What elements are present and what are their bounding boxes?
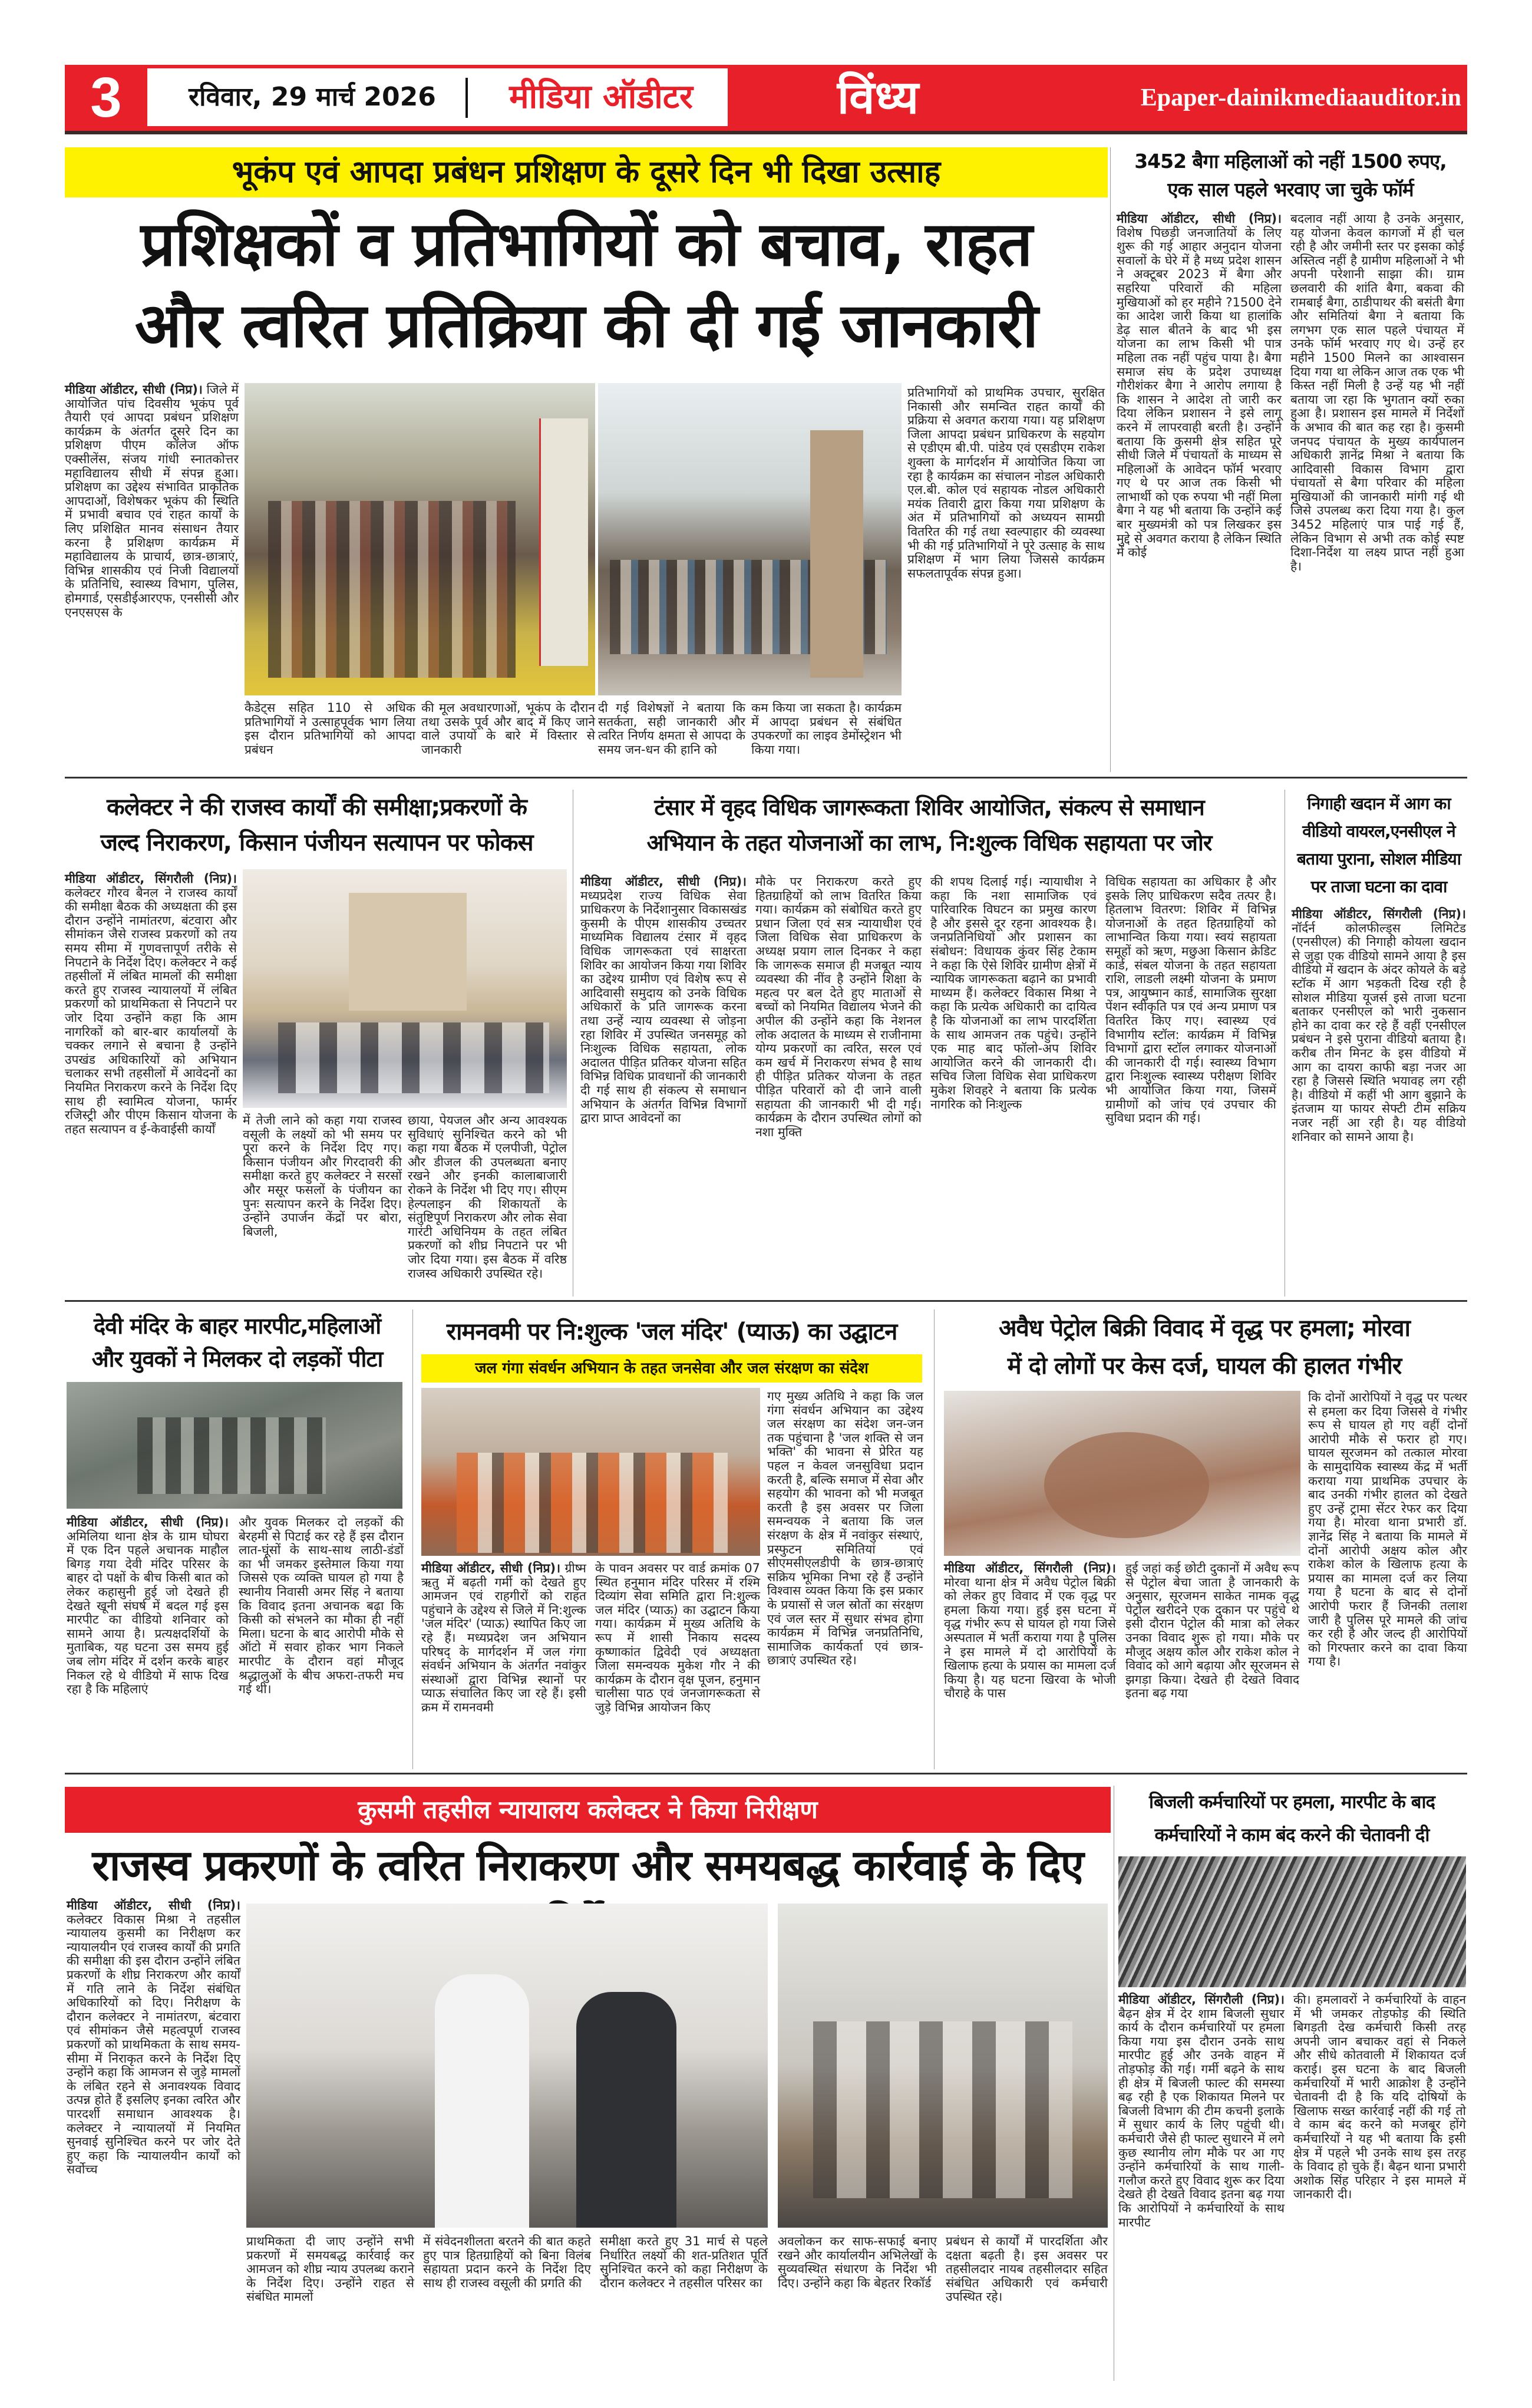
section-divider [65,1300,1467,1302]
photo-collector-inspection [246,1904,768,2228]
photo-training-classroom [598,383,902,695]
issue-date: रविवार, 29 मार्च 2026 [189,82,436,112]
article-column: मीडिया ऑडीटर, सिंगरौली (निप्र)। बैढ़न क्षेत्र में देर शाम बिजली सुधार कार्य के दौरान कर्मचारियों पर हमला किया गया इस दौरान उनके साथ मारपीट हुई और उनके वाहन में तोड़फोड़ की गई। गर्मी बढ़ने के साथ ही क्षेत्र में बिजली फाल्ट की समस्या बढ़ रही है एक शिकायत मिलने पर बिजली विभाग की टीम कचनी इलाके में सुधार कार्य के लिए पहुंची थी। कर्मचारी जैसे ही फाल्ट सुधारने में लगे कुछ स्थानीय लोग मौके पर आ गए उन्होंने कर्मचारियों के साथ गाली-गलौज करते हुए विवाद शुरू कर दिया देखते ही देखते विवाद इतना बढ़ गया कि आरोपियों ने कर्मचारियों के साथ मारपीट [1118,1993,1285,2229]
article-column: दी गई विशेषज्ञों ने बताया कि सतर्कता, सही जानकारी और त्वरित निर्णय क्षमता से आपदा के समय जन-धन की हानि को [598,701,745,757]
article-column: में संवेदनशीलता बरतने की बात कहते हुए पात्र हितग्राहियों को बिना विलंब सहायता प्रदान करने के निर्देश दिए साथ ही राजस्व वसूली की प्रगति की [423,2234,591,2290]
headline-line: कलेक्टर ने की राजस्व कार्यों की समीक्षा;प्रकरणों के [106,794,527,821]
kusmi-kicker-banner [65,1787,1111,1833]
article-column: की शपथ दिलाई गई। न्यायाधीश ने कहा कि नशा सामाजिक एवं पारिवारिक विघटन का प्रमुख कारण है और इससे दूर रहना आवश्यक है। जनप्रतिनिधियों और प्रशासन का संबोधन: विधायक कुंवर सिंह टेकाम ने कहा कि ऐसे शिविर ग्रामीण क्षेत्रों में न्यायिक जागरूकता बढ़ाने का प्रभावी माध्यम हैं। कलेक्टर विकास मिश्रा ने कहा कि प्रत्येक अधिकारी का दायित्व है कि योजनाओं का लाभ पारदर्शिता के साथ आमजन तक पहुंचे। उन्होंने एक माह बाद फॉलो-अप शिविर आयोजित करने की जानकारी दी। सचिव जिला विधिक सेवा प्राधिकरण मुकेश शिवहरे ने बताया कि प्रत्येक नागरिक को निःशुल्क [930,875,1097,1111]
article-column: की। हमलावरों ने कर्मचारियों के वाहन में भी जमकर तोड़फोड़ की स्थिति बिगड़ती देख कर्मचारी किसी तरह अपनी जान बचाकर वहां से निकले और सीधे कोतवाली में शिकायत दर्ज कराई। इस घटना के बाद बिजली कर्मचारियों में भारी आक्रोश है उन्होंने चेतावनी दी है कि यदि दोषियों के खिलाफ सख्त कार्रवाई नहीं की गई तो वे काम बंद करने को मजबूर होंगे कर्मचारियों ने यह भी बताया कि इसी क्षेत्र में पहले भी उनके साथ इस तरह के विवाद हो चुके हैं। बैढ़न थाना प्रभारी अशोक सिंह परिहार ने इस मामले में जानकारी दी। [1293,1993,1466,2202]
photo-tehsil-office [778,1904,1108,2228]
article-column: कि दोनों आरोपियों ने वृद्ध पर पत्थर से हमला कर दिया जिससे वे गंभीर रूप से घायल हो गए वहीं दोनों आरोपी मौके से फरार हो गए। घायल सूरजमन को तत्काल मोरवा के सामुदायिक स्वास्थ्य केंद्र में भर्ती कराया गया प्राथमिक उपचार के बाद उनकी गंभीर हालत को देखते हुए उन्हें ट्रामा सेंटर रेफर कर दिया गया है। मोरवा थाना प्रभारी डॉ. ज्ञानेंद्र सिंह ने बताया कि मामले में दोनों आरोपी अक्षय कोल और राकेश कोल के खिलाफ हत्या के प्रयास का मामला दर्ज कर लिया गया है घटना के बाद से दोनों आरोपी फरार हैं जिनकी तलाश जारी है पुलिस पूरे मामले की जांच कर रही है और जल्द ही आरोपियों को गिरफ्तार करने का दावा किया गया है। [1308,1390,1467,1669]
article-column: प्रबंधन से कार्यों में पारदर्शिता और दक्षता बढ़ती है। इस अवसर पर तहसीलदार नायब तहसीलदार सहित संबंधित अधिकारी एवं कर्मचारी उपस्थित रहे। [946,2234,1108,2304]
petrol-attack-headline [942,1309,1467,1386]
article-column: प्राथमिकता दी जाए उन्होंने सभी प्रकरणों में समयबद्ध कार्रवाई कर आमजन को शीघ्र न्याय उपलब्ध कराने के निर्देश दिए। उन्होंने राहत से संबंधित मामलों [246,2234,414,2304]
collector-review-headline [65,790,569,863]
edition-name: विंध्य [837,71,919,124]
kusmi-kicker: कुसमी तहसील न्यायालय कलेक्टर ने किया निरीक्षण [358,1795,818,1824]
column-divider [934,1309,935,1769]
photo-temple-fight [67,1382,402,1509]
article-column: बदलाव नहीं आया है उनके अनुसार, यह योजना केवल कागजों में ही चल रही है और जमीनी स्तर पर इसका कोई अस्तित्व नहीं है ग्रामीण महिलाओं ने भी अपनी परेशानी साझा की। ग्राम छलवारी की शांति बैगा, बकवा की रामबाई बैगा, ठाडीपाथर की बसंती बैगा और समितियां बैगा ने बताया कि लगभग एक साल पहले पंचायत में उनके फॉर्म भरवाए गए थे। उन्हें हर महीने 1500 मिलने का आश्वासन दिया गया था लेकिन आज तक एक भी किस्त नहीं मिली है उन्हें यह भी नहीं बताया जा रहा कि भुगतान क्यों रुका हुआ है। प्रशासन इस मामले में निर्देशों के अभाव की बात कह रहा है। कुसमी जनपद पंचायत के मुख्य कार्यपालन अधिकारी ज्ञानेंद्र मिश्रा ने बताया कि आदिवासी विकास विभाग द्वारा पंचायतों से बैगा परिवार की महिला मुखियाओं की जानकारी मांगी गई थी जिसे उपलब्ध करा दिया गया है। कुल 3452 महिलाएं पात्र पाई गई हैं, लेकिन विभाग से अभी तक कोई स्पष्ट दिशा-निर्देश या लक्ष्य प्राप्त नहीं हुआ है। [1290,212,1464,573]
article-column: प्रतिभागियों को प्राथमिक उपचार, सुरक्षित निकासी और समन्वित राहत कार्यों की प्रक्रिया से अवगत कराया गया। यह प्रशिक्षण जिला आपदा प्रबंधन प्राधिकरण के सहयोग से एडीएम बी.पी. पांडेय एवं एसडीएम राकेश शुक्ला के मार्गदर्शन में आयोजित किया जा रहा है कार्यक्रम का संचालन नोडल अधिकारी एल.बी. कोल एवं सहायक नोडल अधिकारी मयंक तिवारी द्वारा किया गया प्रशिक्षण के अंत में प्रतिभागियों को अध्ययन सामग्री वितरित की गई तथा स्वल्पाहार की व्यवस्था भी की गई प्रतिभागियों ने पूरे उत्साह के साथ प्रशिक्षण में भाग लिया जिससे कार्यक्रम सफलतापूर्वक संपन्न हुआ। [907,385,1105,580]
article-column: मौके पर निराकरण करते हुए हितग्राहियों को लाभ वितरित किया गया। कार्यक्रम को संबोधित करते हुए प्रधान जिला एवं सत्र न्यायाधीश एवं जिला विधिक सेवा प्राधिकरण के अध्यक्ष प्रयाग लाल दिनकर ने कहा कि जागरूक समाज ही मजबूत न्याय व्यवस्था की नींव है उन्होंने शिक्षा के महत्व पर बल देते हुए माताओं से बच्चों को नियमित विद्यालय भेजने की अपील की उन्होंने कहा कि नेशनल लोक अदालत के माध्यम से राजीनामा योग्य प्रकरणों का त्वरित, सरल एवं कम खर्च में निराकरण संभव है साथ ही पीड़ित प्रतिकर योजना के तहत पीड़ित परिवारों को दी जाने वाली सहायता की जानकारी भी दी गई। कार्यक्रम के दौरान उपस्थित लोगों को नशा मुक्ति [755,875,922,1139]
section-divider [65,1773,1467,1774]
headline-line: 3452 बैगा महिलाओं को नहीं 1500 रुपए, [1134,150,1447,173]
headline-line: अभियान के तहत योजनाओं का लाभ, नि:शुल्क विधिक सहायता पर जोर [646,830,1212,856]
dateline: मीडिया ऑडीटर, सीधी (निप्र)। [580,875,747,889]
headline-line: में दो लोगों पर केस दर्ज, घायल की हालत गंभीर [1007,1353,1402,1380]
paper-name: मीडिया ऑडीटर [509,78,693,116]
photo-injured-man [944,1391,1300,1556]
article-column: और युवक मिलकर दो लड़कों की बेरहमी से पिटाई कर रहे हैं इस दौरान लात-घूंसों के साथ-साथ लाठी-डंडों का भी जमकर इस्तेमाल किया गया जिससे एक व्यक्ति घायल हो गया है स्थानीय निवासी अमर सिंह ने बताया कि विवाद इतना अचानक बढ़ा कि किसी को संभलने का मौका ही नहीं मिला। घटना के बाद आरोपी मौके से ऑटो में सवार होकर भाग निकले मारपीट के दौरान वहां मौजूद श्रद्धालुओं के बीच अफरा-तफरी मच गई थी। [239,1515,404,1697]
article-column: मीडिया ऑडीटर, सिंगरौली (निप्र)। मोरवा थाना क्षेत्र में अवैध पेट्रोल बिक्री को लेकर हुए विवाद में एक वृद्ध पर हमला किया गया। हुई इस घटना में वृद्ध गंभीर रूप से घायल हो गया जिसे अस्पताल में भर्ती कराया गया है पुलिस ने इस मामले में दो आरोपियों के खिलाफ हत्या के प्रयास का मामला दर्ज किया है। यह घटना खिरवा के भोजी चौराहे के पास [944,1561,1116,1701]
training-kicker: भूकंप एवं आपदा प्रबंधन प्रशिक्षण के दूसरे दिन भी दिखा उत्साह [232,154,941,190]
kusmi-headline: राजस्व प्रकरणों के त्वरित निराकरण और समयबद्ध कार्रवाई के दिए [92,1840,1084,1890]
article-column: मीडिया ऑडीटर, सीधी (निप्र)। मध्यप्रदेश राज्य विधिक सेवा प्राधिकरण के निर्देशानुसार विकासखंड कुसमी के पीएम शासकीय उच्चतर माध्यमिक विद्यालय टंसार में वृहद विधिक जागरूकता एवं साक्षरता शिविर का आयोजन किया गया शिविर का उद्देश्य ग्रामीण एवं विशेष रूप से आदिवासी समुदाय को उनके विधिक अधिकारों के प्रति जागरूक करना तथा उन्हें न्याय व्यवस्था से जोड़ना रहा शिविर में उपस्थित जनसमूह को निःशुल्क विधिक सहायता, लोक अदालत पीड़ित प्रतिकर योजना सहित विभिन्न विधिक प्रावधानों की जानकारी दी गई साथ ही संकल्प से समाधान अभियान के अंतर्गत विभिन्न विभागों द्वारा प्राप्त आवेदनों का [580,875,747,1126]
dateline: मीडिया ऑडीटर, सीधी (निप्र)। [65,382,203,397]
column-divider [412,1309,413,1769]
headline-line: बिजली कर्मचारियों पर हमला, मारपीट के बाद [1149,1792,1435,1813]
headline-line: टंसार में वृहद विधिक जागरूकता शिविर आयोजित, संकल्प से समाधान [654,794,1204,820]
headline-line: प्रशिक्षकों व प्रतिभागियों को बचाव, राहत [140,208,1032,280]
article-column: मीडिया ऑडीटर, सीधी (निप्र)। विशेष पिछड़ी जनजातियों के लिए शुरू की गई आहार अनुदान योजना सवालों के घेरे में है मध्य प्रदेश शासन ने अक्टूबर 2023 में बैगा और सहरिया परिवारों की महिला मुखियाओं को हर महीने ?1500 देने का आदेश जारी किया था हालांकि डेढ़ साल बीतने के बाद भी इस योजना का लाभ किसी भी पात्र महिला तक नहीं पहुंच पाया है। बैगा समाज संघ के प्रदेश उपाध्यक्ष गौरीशंकर बैगा ने आरोप लगाया है कि शासन ने आदेश तो जारी कर दिया लेकिन प्रशासन ने इसे लागू करने में लापरवाही बरती है। उन्होंने बताया कि कुसमी क्षेत्र सहित पूरे सीधी जिले में पंचायतों के माध्यम से महिलाओं के आवेदन फॉर्म भरवाए गए थे पर आज तक किसी भी लाभार्थी को एक रुपया भी नहीं मिला बैगा ने यह भी बताया कि उन्होंने कई बार मुख्यमंत्री को पत्र लिखकर इस मुद्दे से अवगत कराया है लेकिन स्थिति में कोई [1117,212,1282,560]
article-column: हुई जहां कई छोटी दुकानों में अवैध रूप से पेट्रोल बेचा जाता है जानकारी के अनुसार, सूरजमन साकेत नामक वृद्ध पेट्रोल खरीदने एक दुकान पर पहुंचे थे इसी दौरान पेट्रोल की मात्रा को लेकर उनका विवाद शुरू हो गया। मौके पर मौजूद अक्षय कोल और राकेश कोल ने विवाद को आगे बढ़ाया और सूरजमन से झगड़ा किया। देखते ही देखते विवाद इतना बढ़ गया [1125,1561,1299,1701]
headline-line: और त्वरित प्रतिक्रिया की दी गई जानकारी [134,289,1038,361]
headline-line: कर्मचारियों ने काम बंद करने की चेतावनी दी [1154,1825,1429,1846]
water-kiosk-subhead-bar [421,1354,922,1383]
legal-camp-headline [579,790,1280,863]
article-column: मीडिया ऑडीटर, सिंगरौली (निप्र)। नॉर्दर्न कोलफील्ड्स लिमिटेड (एनसीएल) की निगाही कोयला खदान से जुड़ा एक वीडियो सामने आया है इस वीडियो में खदान के अंदर कोयले के बड़े स्टॉक में आग भड़कती दिख रही है सोशल मीडिया यूजर्स इसे ताजा घटना बताकर एनसीएल को भारी नुकसान होने का दावा कर रहे हैं वहीं एनसीएल प्रबंधन ने इसे पुराना वीडियो बताया है। करीब तीन मिनट के इस वीडियो में आग का दायरा काफी बड़ा नजर आ रहा है जिससे स्थिति भयावह लग रही है। वीडियो में कहीं भी आग बुझाने के इंतजाम या फायर सेफ्टी टीम सक्रिय नजर नहीं आ रही है। यह वीडियो शनिवार को सामने आया है। [1292,907,1466,1144]
mine-fire-headline: निगाही खदान में आग का वीडियो वायरल,एनसीएल ने बताया पुराना, सोशल मीडिया पर ताजा घटना का दावा [1297,794,1461,896]
photo-water-kiosk [421,1388,760,1556]
training-kicker-bar [65,147,1108,197]
dateline: मीडिया ऑडीटर, सिंगरौली (निप्र)। [944,1561,1116,1575]
article-column: गए मुख्य अतिथि ने कहा कि जल गंगा संवर्धन अभियान का उद्देश्य जल संरक्षण का संदेश जन-जन तक पहुंचाना है 'जल शक्ति से जन भक्ति' की भावना से प्रेरित यह पहल न केवल जनसुविधा प्रदान करती है, बल्कि समाज में सेवा और सहयोग की भावना को भी मजबूत करती है इस अवसर पर जिला समन्वयक ने बताया कि जल संरक्षण के क्षेत्र में नवांकुर संस्थाएं, प्रस्फुटन समितियां एवं सीएमसीएलडीपी के छात्र-छात्राएं सक्रिय भूमिका निभा रहे हैं उन्होंने विश्वास व्यक्त किया कि इस प्रकार के प्रयासों से जल स्रोतों का संरक्षण एवं जल स्तर में सुधार संभव होगा कार्यक्रम में विभिन्न जनप्रतिनिधि, सामाजिक कार्यकर्ता एवं छात्र-छात्राएं उपस्थित रहे। [767,1389,923,1668]
page-number: 3 [90,66,122,129]
dateline: मीडिया ऑडीटर, सीधी (निप्र)। [67,1515,229,1529]
training-headline [65,203,1108,371]
article-column: मीडिया ऑडीटर, सीधी (निप्र)। ग्रीष्म ऋतु में बढ़ती गर्मी को देखते हुए आमजन एवं राहगीरों को राहत पहुंचाने के उद्देश्य से जिले में नि:शुल्क 'जल मंदिर' (प्याऊ) स्थापित किए जा रहे हैं। मध्यप्रदेश जन अभियान परिषद् के मार्गदर्शन में जल गंगा संवर्धन अभियान के अंतर्गत नवांकुर संस्थाओं द्वारा विभिन्न स्थानों पर प्याऊ संचालित किए जा रहे हैं। इसी क्रम में रामनवमी [421,1561,586,1714]
photo-damaged-vehicle [1118,1856,1466,1987]
masthead [65,65,1467,134]
headline-line: अवैध पेट्रोल बिक्री विवाद में वृद्ध पर हमला; मोरवा [999,1315,1410,1342]
dateline: मीडिया ऑडीटर, सिंगरौली (निप्र)। [65,872,237,886]
article-column: समीक्षा करते हुए 31 मार्च से पहले निर्धारित लक्ष्यों की शत-प्रतिशत पूर्ति सुनिश्चित करने को कहा निरीक्षण के दौरान कलेक्टर ने तहसील परिसर का [600,2234,768,2290]
dateline: मीडिया ऑडीटर, सीधी (निप्र)। [421,1561,561,1575]
headline-line: जल्द निराकरण, किसान पंजीयन सत्यापन पर फोकस [100,829,533,856]
water-kiosk-subhead: जल गंगा संवर्धन अभियान के तहत जनसेवा और जल संरक्षण का संदेश [475,1360,869,1377]
section-divider [65,777,1467,779]
dateline: मीडिया ऑडीटर, सिंगरौली (निप्र)। [1292,907,1466,921]
dateline: मीडिया ऑडीटर, सीधी (निप्र)। [67,1898,240,1912]
article-column: में तेजी लाने को कहा गया राजस्व वसूली के लक्ष्यों को भी समय पर पूरा करने के निर्देश दिए गए। किसान पंजीयन और गिरदावरी की समीक्षा करते हुए कलेक्टर ने सरसों और मसूर फसलों के पंजीयन का पुनः सत्यापन करने के निर्देश दिए। उन्होंने उपार्जन केंद्रों पर बोरा, बिजली, [243,1113,402,1239]
article-column: कैडेट्स सहित 110 से अधिक प्रतिभागियों ने उत्साहपूर्वक भाग लिया इस दौरान प्रतिभागियों को आपदा प्रबंधन [245,701,415,757]
temple-fight-headline [65,1309,410,1377]
article-column: विधिक सहायता का अधिकार है और इसके लिए प्राधिकरण सदैव तत्पर है। हितलाभ वितरण: शिविर में विभिन्न योजनाओं के तहत हितग्राहियों को लाभान्वित किया गया। स्वयं सहायता समूहों को ऋण, मछुआ किसान क्रेडिट कार्ड, संबल योजना के तहत सहायता राशि, लाडली लक्ष्मी योजना के प्रमाण पत्र, आयुष्मान कार्ड, सामाजिक सुरक्षा पेंशन स्वीकृति पत्र एवं अन्य प्रमाण पत्र वितरित किए गए। स्वास्थ्य एवं विभागीय स्टॉल: कार्यक्रम में विभिन्न विभागों द्वारा स्टॉल लगाकर योजनाओं की जानकारी दी गई। स्वास्थ्य विभाग द्वारा निःशुल्क स्वास्थ्य परीक्षण शिविर भी आयोजित किया गया, जिसमें ग्रामीणों को जांच एवं उपचार की सुविधा प्रदान की गई। [1105,875,1276,1126]
article-column: की मूल अवधारणाओं, भूकंप के दौरान तथा उसके पूर्व और बाद में किए जाने वाले उपायों के बारे में विस्तार से जानकारी [421,701,595,757]
headline-line: और युवकों ने मिलकर दो लड़कों पीटा [91,1346,383,1372]
article-column: अवलोकन कर साफ-सफाई बनाए रखने और कार्यालयीन अभिलेखों के सुव्यवस्थित संधारण के निर्देश भी दिए। उन्होंने कहा कि बेहतर रिकॉर्ड [778,2234,937,2290]
baiga-headline [1114,147,1467,206]
column-divider [1110,147,1111,772]
dateline: मीडिया ऑडीटर, सिंगरौली (निप्र)। [1118,1993,1285,2007]
headline-line: देवी मंदिर के बाहर मारपीट,महिलाओं [93,1313,381,1339]
epaper-website-link[interactable]: Epaper-dainikmediaauditor.in [1140,84,1461,111]
article-column: मीडिया ऑडीटर, सीधी (निप्र)। अमिलिया थाना क्षेत्र के ग्राम घोघरा में एक दिन पहले अचानक माहौल बिगड़ गया देवी मंदिर परिसर के बाहर दो पक्षों के बीच किसी बात को लेकर कहासुनी हुई जो देखते ही देखते खूनी संघर्ष में बदल गई इस मारपीट का वीडियो शनिवार को सामने आया है। प्रत्यक्षदर्शियों के मुताबिक, यह घटना उस समय हुई जब लोग मंदिर में दर्शन करके बाहर निकल रहे थे वीडियो में साफ दिख रहा है कि महिलाएं [67,1515,229,1697]
article-column: मीडिया ऑडीटर, सीधी (निप्र)। कलेक्टर विकास मिश्रा ने तहसील न्यायालय कुसमी का निरीक्षण कर न्यायालयीन एवं राजस्व कार्यों की प्रगति की समीक्षा की इस दौरान उन्होंने लंबित प्रकरणों के शीघ्र निराकरण और कार्यों में गति लाने के निर्देश संबंधित अधिकारियों को दिए। निरीक्षण के दौरान कलेक्टर ने नामांतरण, बंटवारा एवं सीमांकन जैसे महत्वपूर्ण राजस्व प्रकरणों को प्राथमिकता के साथ समय-सीमा में निराकृत करने के निर्देश दिए उन्होंने कहा कि आमजन से जुड़े मामलों के लंबित रहने से अनावश्यक विवाद उत्पन्न होते हैं इसलिए इनका त्वरित और पारदर्शी समाधान आवश्यक है। कलेक्टर ने न्यायालयों में नियमित सुनवाई सुनिश्चित करने पर जोर देते हुए कहा कि न्यायालयीन कार्यों को सर्वोच्च [67,1898,240,2177]
article-column: के पावन अवसर पर वार्ड क्रमांक 07 स्थित हनुमान मंदिर परिसर में रश्मि दिव्यांग सेवा समिति द्वारा नि:शुल्क जल मंदिर (प्याऊ) का उद्घाटन किया गया। कार्यक्रम में मुख्य अतिथि के रूप में शासी निकाय सदस्य कृष्णाकांत द्विवेदी एवं अध्यक्षता जिला समन्वयक मुकेश गौर ने की कार्यक्रम के दौरान वृक्ष पूजन, हनुमान चालीसा पाठ एवं जनजागरूकता से जुड़े विभिन्न आयोजन किए [595,1561,760,1714]
headline-line: एक साल पहले भरवाए जा चुके फॉर्म [1167,178,1414,201]
masthead-white-box [147,68,728,126]
power-staff-headline [1117,1786,1467,1852]
article-column: मीडिया ऑडीटर, सिंगरौली (निप्र)। कलेक्टर गौरव बैनल ने राजस्व कार्यों की समीक्षा बैठक की अध्यक्षता की इस दौरान उन्होंने नामांतरण, बंटवारा और सीमांकन जैसे राजस्व प्रकरणों को तय समय सीमा में गुणवत्तापूर्ण तरीके से निपटाने के निर्देश दिए। कलेक्टर ने कई तहसीलों में लंबित मामलों की समीक्षा करते हुए राजस्व न्यायालयों में लंबित प्रकरणों को प्राथमिकता से निपटाने पर जोर दिया उन्होंने कहा कि आम नागरिकों को बार-बार कार्यालयों के चक्कर लगाने से बचाना है उन्होंने उपखंड अधिकारियों को अभियान चलाकर सभी तहसीलों में आवेदनों का नियमित निराकरण करने के निर्देश दिए साथ ही स्वामित्व योजना, फार्मर रजिस्ट्री और पीएम किसान योजना के तहत सत्यापन व ई-केवाईसी कार्यों [65,872,237,1136]
article-column: कम किया जा सकता है। कार्यक्रम में आपदा प्रबंधन से संबंधित उपकरणों का लाइव डेमोंस्ट्रेशन भी किया गया। [751,701,902,757]
photo-review-meeting [243,869,567,1108]
dateline: मीडिया ऑडीटर, सीधी (निप्र)। [1117,212,1282,226]
masthead-divider [465,78,468,118]
photo-training-drill [245,383,595,695]
article-column: छाया, पेयजल और अन्य आवश्यक सुविधाएं सुनिश्चित करने को भी कहा गया बैठक में एलपीजी, पेट्रोल और डीजल की उपलब्धता बनाए रखने और इनकी कालाबाजारी रोकने के निर्देश भी दिए गए। सीएम हेल्पलाइन की शिकायतों के संतुष्टिपूर्ण निराकरण और लोक सेवा गारंटी अधिनियम के तहत लंबित प्रकरणों को शीघ्र निपटाने पर भी जोर दिया गया। इस बैठक में वरिष्ठ राजस्व अधिकारी उपस्थित रहे। [408,1113,567,1281]
water-kiosk-headline: रामनवमी पर नि:शुल्क 'जल मंदिर' (प्याऊ) का उद्घाटन [446,1318,897,1345]
article-column: मीडिया ऑडीटर, सीधी (निप्र)। जिले में आयोजित पांच दिवसीय भूकंप पूर्व तैयारी एवं आपदा प्रबंधन प्रशिक्षण कार्यक्रम के अंतर्गत दूसरे दिन का प्रशिक्षण पीएम कॉलेज ऑफ एक्सीलेंस, संजय गांधी स्नातकोत्तर महाविद्यालय सीधी में संपन्न हुआ। प्रशिक्षण का उद्देश्य संभावित प्राकृतिक आपदाओं, विशेषकर भूकंप की स्थिति में प्रभावी बचाव एवं राहत कार्यों के लिए प्रशिक्षित मानव संसाधन तैयार करना है प्रशिक्षण कार्यक्रम में महाविद्यालय के प्राचार्य, छात्र-छात्राएं, विभिन्न शासकीय एवं निजी विद्यालयों के प्रतिनिधि, स्वास्थ्य विभाग, पुलिस, होमगार्ड, एसडीईआरएफ, एनसीसी और एनएसएस के [65,382,239,619]
